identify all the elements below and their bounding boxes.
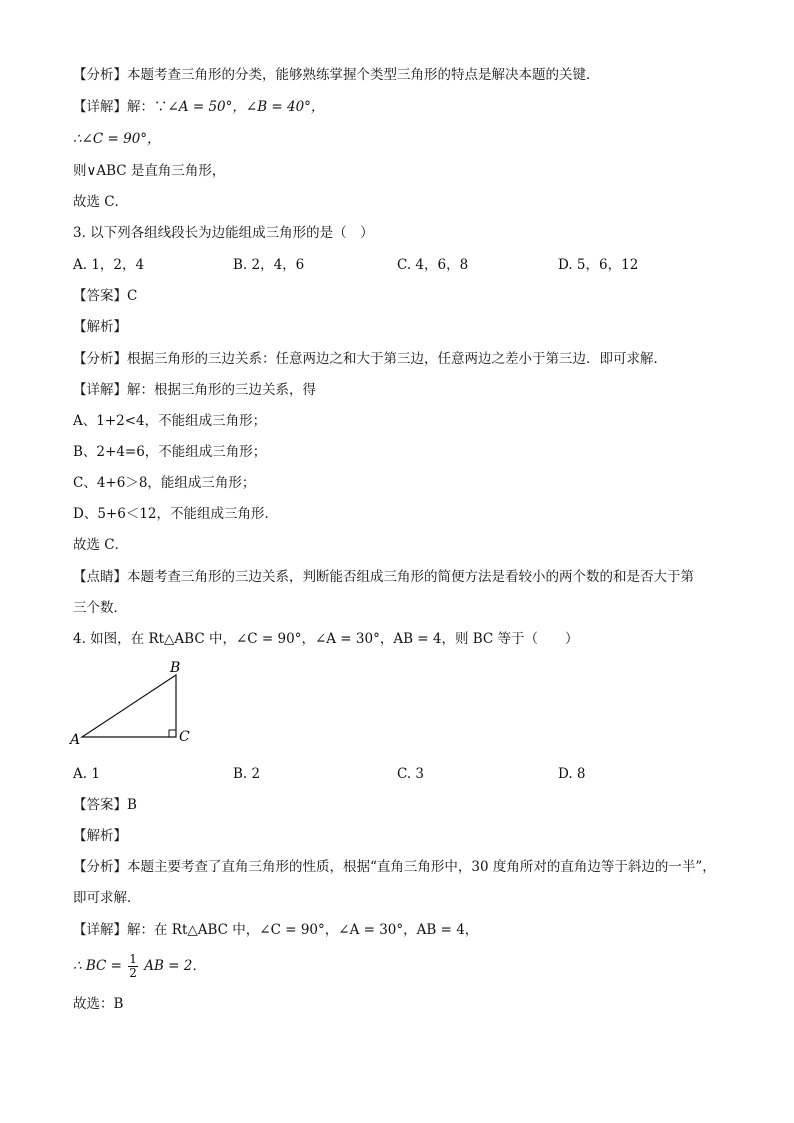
q4-analysis-line2: 即可求解． <box>73 890 141 906</box>
q3-case-b: B、2+4=6，不能组成三角形； <box>73 444 267 460</box>
q4-choose: 故选：B <box>73 996 124 1012</box>
q3-detail: 【详解】解：根据三角形的三边关系，得 <box>73 382 316 398</box>
q3-option-b: B. 2，4，6 <box>233 257 305 273</box>
q3-case-c: C、4+6＞8，能组成三角形； <box>73 475 256 491</box>
q4-therefore-suffix: AB = 2． <box>144 958 206 974</box>
q4-option-d: D. 8 <box>558 766 586 782</box>
right-triangle-conclusion: 则∨ABC 是直角三角形， <box>73 163 226 179</box>
q3-option-d: D. 5，6，12 <box>558 257 639 273</box>
q3-jiexi: 【解析】 <box>73 319 127 335</box>
q4-option-a: A. 1 <box>73 766 100 782</box>
q3-stem: 3. 以下列各组线段长为边能组成三角形的是（ ） <box>73 225 374 241</box>
choose-c-first: 故选 C． <box>73 194 129 210</box>
q3-comment-line2: 三个数． <box>73 600 127 616</box>
q4-analysis-line1: 【分析】本题主要考查了直角三角形的性质，根据“直角三角形中，30 度角所对的直角边等于斜边的一半”， <box>73 859 716 875</box>
q3-choose: 故选 C． <box>73 537 129 553</box>
q4-jiexi: 【解析】 <box>73 828 127 844</box>
q3-option-c: C. 4，6，8 <box>397 257 469 273</box>
q3-option-a: A. 1，2，4 <box>73 257 145 273</box>
q3-analysis: 【分析】根据三角形的三边关系：任意两边之和大于第三边，任意两边之差小于第三边．即可求解． <box>73 351 667 367</box>
detail-top-prefix: 【详解】解：∵ <box>73 99 168 115</box>
q4-detail: 【详解】解：在 Rt△ABC 中，∠C = 90°，∠A = 30°，AB = 4， <box>73 922 479 938</box>
q4-stem: 4. 如图，在 Rt△ABC 中，∠C = 90°，∠A = 30°，AB = 4，则 BC 等于（ ） <box>73 631 579 647</box>
triangle-abc <box>82 675 176 737</box>
q3-case-d: D、5+6＜12，不能组成三角形． <box>73 506 278 522</box>
fraction-denominator: 2 <box>129 966 137 980</box>
analysis-top: 【分析】本题考查三角形的分类，能够熟练掌握个类型三角形的特点是解决本题的关键． <box>73 67 600 83</box>
q4-option-b: B. 2 <box>233 766 261 782</box>
q4-option-c: C. 3 <box>397 766 425 782</box>
right-angle-marker <box>169 730 176 737</box>
q4-therefore <box>73 950 206 982</box>
fraction-one-half <box>128 953 138 980</box>
detail-top-angles: ∠A = 50°，∠B = 40°， <box>167 99 325 115</box>
detail-top <box>73 97 324 117</box>
triangle-figure <box>66 658 196 748</box>
q3-case-a: A、1+2<4，不能组成三角形； <box>73 413 267 429</box>
therefore-angle-c: ∴∠C = 90°， <box>73 131 161 147</box>
q4-answer: 【答案】B <box>73 797 137 813</box>
vertex-label-c: C <box>179 729 190 745</box>
vertex-label-b: B <box>170 660 181 676</box>
q3-answer: 【答案】C <box>73 288 138 304</box>
fraction-numerator: 1 <box>129 952 137 966</box>
q4-therefore-prefix: ∴ BC = <box>73 958 122 974</box>
q3-comment-line1: 【点睛】本题考查三角形的三边关系，判断能否组成三角形的简便方法是看较小的两个数的和是否大于第 <box>73 569 694 585</box>
vertex-label-a: A <box>70 732 81 748</box>
